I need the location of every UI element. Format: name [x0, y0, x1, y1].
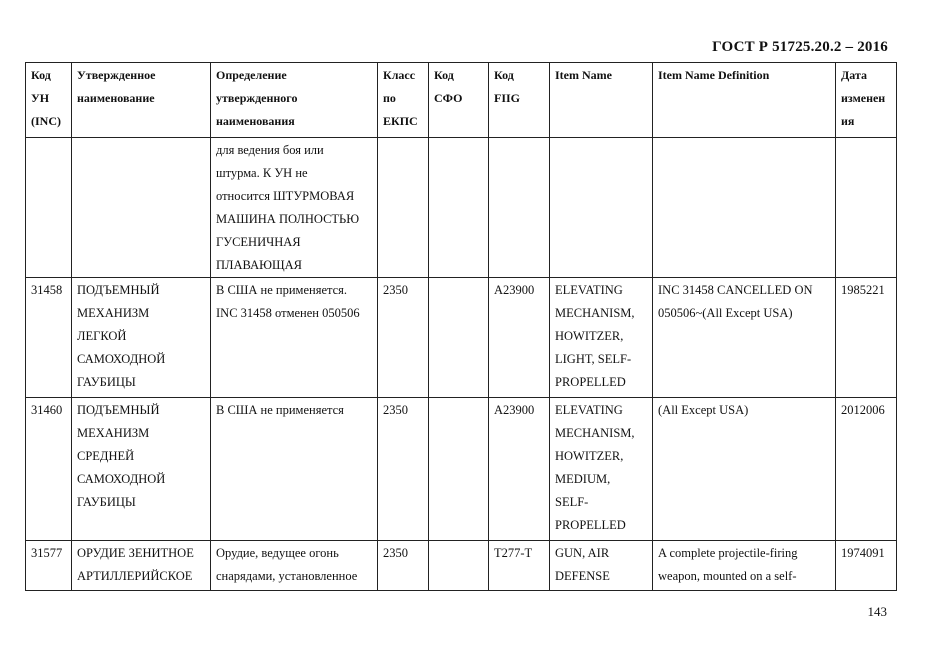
table-cell — [836, 138, 897, 278]
table-cell: (All Except USA) — [653, 398, 836, 541]
table-cell: ПОДЪЕМНЫЙ МЕХАНИЗМ ЛЕГКОЙ САМОХОДНОЙ ГАУБИЦЫ — [72, 278, 211, 398]
table-row — [26, 138, 897, 278]
table-cell: 1985221 — [836, 278, 897, 398]
column-header-approved-name: Утвержденное наименование — [72, 63, 211, 138]
column-header-change-date: Дата изменен ия — [836, 63, 897, 138]
table-row — [26, 278, 897, 398]
table-cell: 2350 — [378, 278, 429, 398]
column-header-fiig-code: Код FIIG — [489, 63, 550, 138]
table-cell: 2350 — [378, 398, 429, 541]
column-header-item-name: Item Name — [550, 63, 653, 138]
table-cell: A complete projectile-firing weapon, mounted on a self- — [653, 541, 836, 591]
table-cell — [378, 138, 429, 278]
table-cell: ОРУДИЕ ЗЕНИТНОЕ АРТИЛЛЕРИЙСКОЕ — [72, 541, 211, 591]
page-number: 143 — [867, 604, 887, 619]
document-code: ГОСТ Р 51725.20.2 – 2016 — [712, 39, 888, 55]
table-cell: для ведения боя или штурма. К УН не относится ШТУРМОВАЯ МАШИНА ПОЛНОСТЬЮ ГУСЕНИЧНАЯ ПЛАВАЮЩАЯ — [211, 138, 378, 278]
table-cell: 2350 — [378, 541, 429, 591]
table-cell: ELEVATING MECHANISM, HOWITZER, MEDIUM, SELF- PROPELLED — [550, 398, 653, 541]
table-row — [26, 541, 897, 591]
data-table — [25, 62, 897, 591]
table-cell: 31458 — [26, 278, 72, 398]
table-cell: A23900 — [489, 278, 550, 398]
table-cell: 31577 — [26, 541, 72, 591]
table-cell — [72, 138, 211, 278]
table-cell — [429, 138, 489, 278]
table-cell — [429, 278, 489, 398]
column-header-definition: Определение утвержденного наименования — [211, 63, 378, 138]
table-cell — [26, 138, 72, 278]
table-cell — [653, 138, 836, 278]
table-cell: 1974091 — [836, 541, 897, 591]
column-header-class: Класс по ЕКПС — [378, 63, 429, 138]
table-cell: GUN, AIR DEFENSE — [550, 541, 653, 591]
column-header-sfo-code: Код СФО — [429, 63, 489, 138]
table-cell: A23900 — [489, 398, 550, 541]
table-row — [26, 398, 897, 541]
table-cell — [429, 398, 489, 541]
table-header-row — [26, 63, 897, 138]
column-header-inc: Код УН (INC) — [26, 63, 72, 138]
table-cell: 2012006 — [836, 398, 897, 541]
table-cell — [550, 138, 653, 278]
table-cell — [429, 541, 489, 591]
table-cell — [489, 138, 550, 278]
table-cell: T277-T — [489, 541, 550, 591]
table-cell: В США не применяется. INC 31458 отменен 050506 — [211, 278, 378, 398]
table-cell: ПОДЪЕМНЫЙ МЕХАНИЗМ СРЕДНЕЙ САМОХОДНОЙ ГАУБИЦЫ — [72, 398, 211, 541]
table-cell: INC 31458 CANCELLED ON 050506~(All Except USA) — [653, 278, 836, 398]
column-header-item-name-definition: Item Name Definition — [653, 63, 836, 138]
table-cell: В США не применяется — [211, 398, 378, 541]
table-cell: 31460 — [26, 398, 72, 541]
table-cell: ELEVATING MECHANISM, HOWITZER, LIGHT, SELF- PROPELLED — [550, 278, 653, 398]
table-cell: Орудие, ведущее огонь снарядами, установленное — [211, 541, 378, 591]
